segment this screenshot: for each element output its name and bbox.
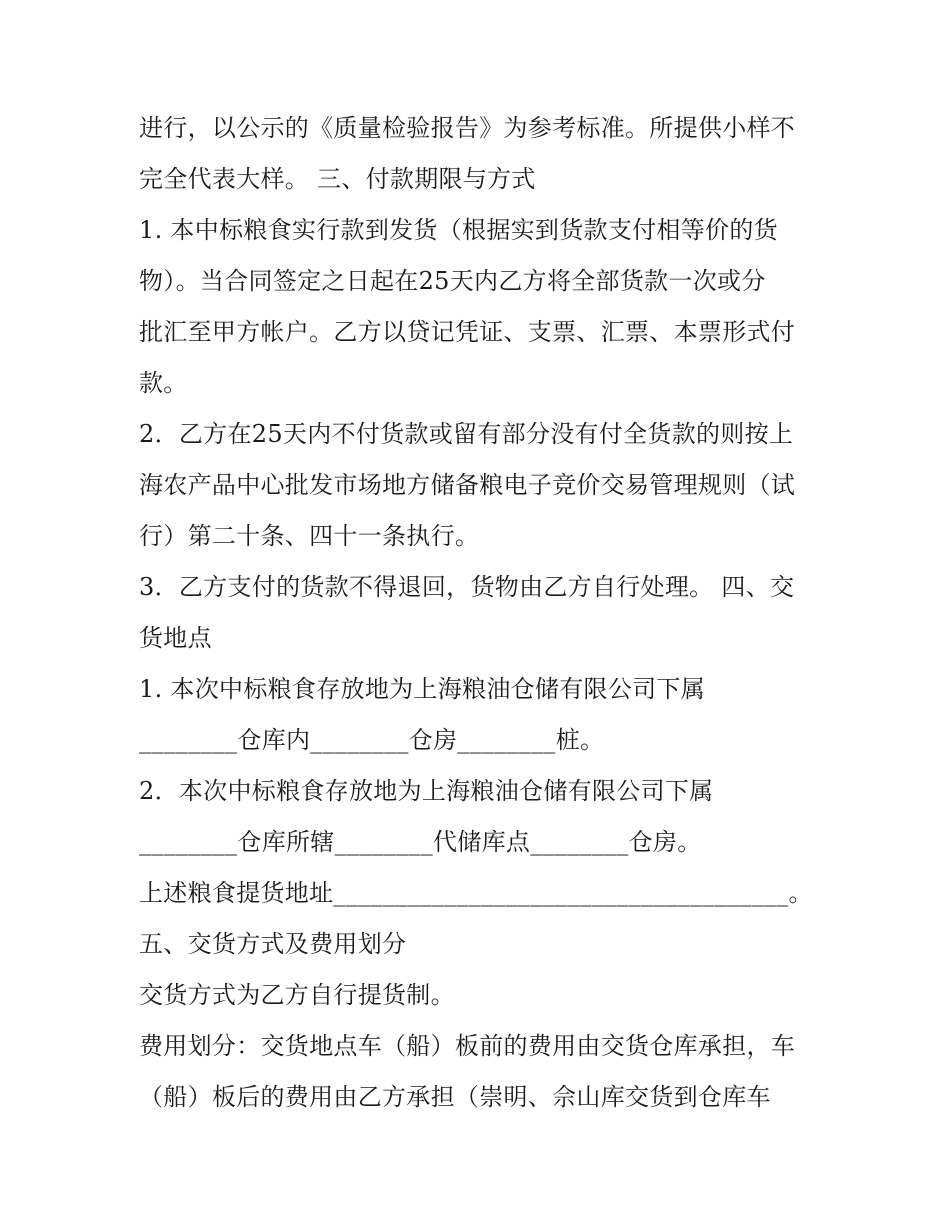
text-line: 行）第二十条、四十一条执行。 — [139, 522, 480, 550]
text-line: 费用划分：交货地点车（船）板前的费用由交货仓库承担，车 — [139, 1032, 796, 1060]
text-line: 款。 — [139, 369, 188, 397]
text-line: 3．乙方支付的货款不得退回，货物由乙方自行处理。 四、交 — [139, 573, 795, 601]
text-line: 完全代表大样。 三、付款期限与方式 — [139, 165, 536, 193]
text-line: 1. 本次中标粮食存放地为上海粮油仓储有限公司下属 — [139, 675, 706, 703]
text-line: 2．本次中标粮食存放地为上海粮油仓储有限公司下属 — [139, 777, 714, 805]
text-line: 交货方式为乙方自行提货制。 — [139, 981, 455, 1009]
section-heading: 五、交货方式及费用划分 — [139, 930, 407, 958]
text-line: 物）。当合同签定之日起在25天内乙方将全部货款一次或分 — [139, 267, 766, 295]
text-line: 上述粮食提货地址_____________________________________。 — [139, 879, 813, 907]
text-line: 海农产品中心批发市场地方储备粮电子竞价交易管理规则（试 — [139, 471, 796, 499]
text-line: 1. 本中标粮食实行款到发货（根据实到货款支付相等价的货 — [139, 216, 778, 244]
text-line: ________仓库所辖________代储库点________仓房。 — [139, 828, 702, 856]
text-line: ________仓库内________仓房________桩。 — [139, 726, 605, 754]
text-line: 批汇至甲方帐户。乙方以贷记凭证、支票、汇票、本票形式付 — [139, 318, 796, 346]
text-line: 货地点 — [139, 624, 212, 652]
text-line: 2．乙方在25天内不付货款或留有部分没有付全货款的则按上 — [139, 420, 794, 448]
text-line: （船）板后的费用由乙方承担（崇明、佘山库交货到仓库车 — [139, 1083, 771, 1111]
text-line: 进行，以公示的《质量检验报告》为参考标准。所提供小样不 — [139, 114, 796, 142]
